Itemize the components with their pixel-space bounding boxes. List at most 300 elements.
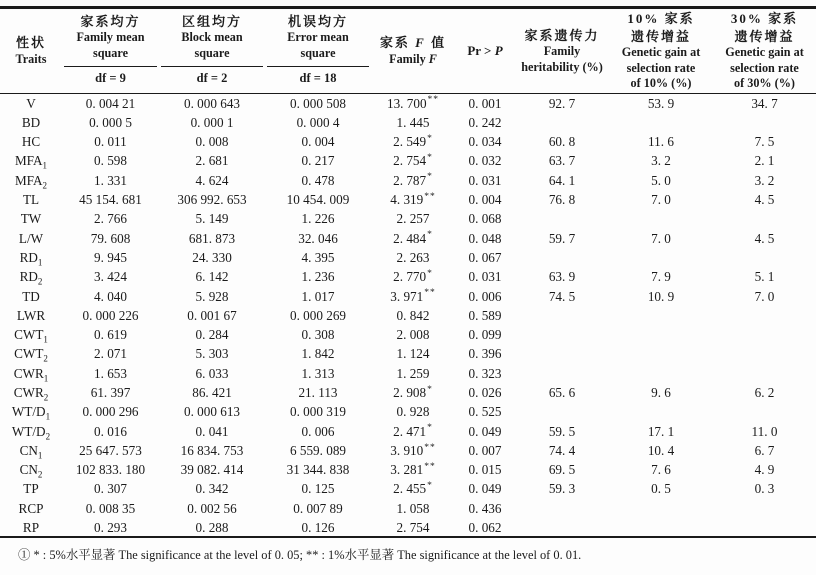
cell-family-f: 3. 910** [390, 442, 436, 458]
footnote: ① * : 5%水平显著 The significance at the level of 0. 05; ** : 1%水平显著 The significance at the level of 0. 01. [18, 548, 582, 563]
cell-pr: 0. 007 [468, 442, 502, 458]
col-header-gain-30 [713, 8, 816, 94]
table-row [0, 229, 816, 248]
significance-marker: ** [424, 191, 436, 202]
cell-error-mean-square: 0. 004 [301, 134, 335, 150]
cell-family-mean-square: 0. 008 35 [85, 500, 136, 516]
cell-pr: 0. 242 [468, 114, 502, 130]
col-header-traits [0, 8, 62, 94]
significance-marker: * [427, 172, 433, 183]
cell-block-mean-square: 0. 008 [195, 134, 229, 150]
cell-pr: 0. 049 [468, 423, 502, 439]
cell-block-mean-square: 24. 330 [192, 249, 232, 265]
trait-subscript: 2 [45, 431, 51, 442]
df-family-label: df = 9 [95, 70, 126, 85]
cell-trait: $CWR_1$ [13, 365, 49, 384]
cell-heritability: 63. 7 [548, 153, 576, 169]
cell-family-mean-square: 4. 040 [94, 288, 127, 304]
cell-gain-30 [713, 499, 816, 518]
cell-error-mean-square: 0. 000 319 [289, 404, 347, 420]
cell-family-f: 2. 257 [396, 211, 430, 227]
cell-trait: RCP [18, 500, 44, 516]
significance-marker: ** [424, 461, 436, 472]
cell-error-mean-square: 32. 046 [298, 230, 338, 246]
cell-heritability: 63. 9 [548, 269, 576, 285]
table-row [0, 171, 816, 190]
cell-heritability: 59. 5 [548, 423, 576, 439]
cell-gain-10: 17. 1 [647, 423, 675, 439]
gain10-zh2: 遗传增益 [630, 28, 691, 44]
gain10-zh1: 10% 家系 [627, 11, 695, 27]
cell-heritability: 59. 7 [548, 230, 576, 246]
cell-error-mean-square: 10 454. 009 [286, 192, 350, 208]
cell-gain-10: 3. 2 [651, 153, 671, 169]
cell-pr: 0. 049 [468, 481, 502, 497]
cell-error-mean-square: 1. 017 [301, 288, 335, 304]
cell-family-mean-square: 9. 945 [94, 249, 127, 265]
cell-gain-10: 11. 6 [648, 134, 674, 150]
block-ms-en2: square [194, 46, 230, 61]
cell-gain-30: 5. 1 [754, 269, 775, 285]
cell-family-mean-square: 0. 598 [94, 153, 127, 169]
cell-pr: 0. 026 [468, 385, 502, 400]
cell-family-mean-square: 1. 331 [94, 172, 127, 188]
cell-gain-30: 4. 5 [754, 192, 775, 208]
cell-family-f: 1. 259 [396, 365, 430, 381]
cell-gain-10: 7. 9 [651, 269, 671, 285]
heritability-en2: heritability (%) [521, 59, 603, 74]
df-error [265, 66, 371, 94]
gain30-zh1: 30% 家系 [730, 11, 799, 27]
table-row [0, 402, 816, 421]
trait-subscript: 1 [43, 373, 49, 384]
cell-family-mean-square: 0. 011 [94, 134, 127, 150]
cell-family-f: 1. 124 [396, 346, 430, 362]
cell-error-mean-square: 0. 126 [301, 519, 335, 535]
significance-marker: * [427, 268, 433, 279]
col-header-block-mean-square [159, 8, 265, 66]
family-f-zh: 家系 F 值 [379, 35, 447, 51]
cell-trait: $MFA_1$ [14, 153, 48, 172]
gain30-en1: Genetic gain at [725, 45, 804, 60]
cell-heritability: 64. 1 [548, 172, 576, 188]
cell-heritability: 59. 3 [548, 481, 576, 497]
df-block-label: df = 2 [196, 70, 228, 85]
significance-marker: * [427, 153, 433, 164]
cell-gain-30: 2. 1 [754, 153, 775, 169]
cell-family-mean-square: 0. 000 5 [89, 114, 132, 130]
trait-subscript: 1 [37, 257, 43, 268]
cell-gain-30 [713, 209, 816, 228]
cell-block-mean-square: 0. 342 [195, 481, 229, 497]
cell-trait: $CWT_2$ [14, 346, 48, 365]
significance-marker: ** [424, 442, 436, 453]
cell-pr: 0. 525 [468, 404, 502, 420]
cell-error-mean-square: 0. 478 [301, 172, 335, 188]
cell-block-mean-square: 0. 001 67 [187, 307, 237, 323]
significance-marker: ** [424, 288, 436, 299]
table-row [0, 306, 816, 325]
gain30-en2: selection rate [730, 60, 799, 75]
table-row [0, 422, 816, 441]
trait-subscript: 2 [42, 180, 48, 191]
cell-family-f: 2. 770* [393, 268, 433, 285]
significance-marker: * [427, 230, 433, 241]
cell-family-mean-square: 61. 397 [90, 385, 131, 400]
table-row [0, 499, 816, 518]
table-row [0, 248, 816, 267]
pr-label: Pr > P [467, 42, 503, 58]
cell-pr: 0. 323 [468, 365, 502, 381]
cell-heritability: 76. 8 [548, 192, 576, 208]
cell-block-mean-square: 0. 288 [195, 519, 229, 535]
cell-gain-30 [713, 402, 816, 421]
cell-trait: RP [22, 519, 40, 535]
cell-family-mean-square: 0. 016 [94, 423, 127, 439]
table-row [0, 441, 816, 460]
significance-marker: * [427, 423, 433, 434]
cell-gain-10 [609, 364, 713, 383]
cell-block-mean-square: 5. 928 [195, 288, 229, 304]
cell-gain-30 [713, 113, 816, 132]
cell-trait: HC [21, 134, 41, 150]
cell-trait: $WT/D_2$ [11, 423, 51, 442]
cell-block-mean-square: 0. 000 613 [183, 404, 241, 420]
cell-family-f: 2. 471* [393, 423, 433, 439]
trait-subscript: 2 [43, 392, 49, 403]
table-row [0, 479, 816, 498]
traits-label-en: Traits [15, 51, 47, 66]
table-row [0, 325, 816, 344]
cell-heritability [515, 209, 609, 228]
cell-family-f: 1. 058 [396, 500, 430, 516]
cell-gain-30: 11. 0 [751, 423, 778, 439]
cell-gain-30: 7. 5 [754, 134, 775, 150]
df-block [159, 66, 265, 94]
cell-heritability [515, 248, 609, 267]
cell-gain-10: 5. 0 [651, 172, 671, 188]
cell-gain-30: 4. 5 [754, 230, 775, 246]
cell-pr: 0. 067 [468, 249, 502, 265]
table-row [0, 267, 816, 286]
cell-family-f: 2. 787* [393, 172, 433, 188]
cell-trait: $CN_2$ [19, 462, 43, 480]
cell-gain-10 [609, 113, 713, 132]
cell-trait: V [26, 95, 36, 111]
cell-gain-30 [713, 518, 816, 537]
table-row [0, 344, 816, 363]
cell-family-mean-square: 3. 424 [94, 269, 127, 285]
trait-subscript: 2 [37, 469, 43, 480]
table-row [0, 286, 816, 305]
cell-trait: LWR [16, 307, 46, 323]
cell-family-mean-square: 0. 000 226 [82, 307, 139, 323]
cell-error-mean-square: 4. 395 [301, 249, 335, 265]
cell-family-mean-square: 102 833. 180 [75, 462, 146, 478]
table-row [0, 364, 816, 383]
gain30-en3: of 30% (%) [734, 76, 795, 91]
cell-gain-10: 7. 6 [651, 462, 671, 478]
cell-trait: TD [22, 288, 40, 304]
cell-pr: 0. 032 [468, 153, 502, 169]
cell-trait: TW [20, 211, 42, 227]
cell-heritability [515, 306, 609, 325]
cell-pr: 0. 034 [468, 134, 502, 150]
cell-error-mean-square: 1. 236 [301, 269, 335, 285]
cell-gain-10 [609, 325, 713, 344]
cell-block-mean-square: 0. 000 1 [190, 114, 234, 130]
gain10-en2: selection rate [626, 60, 696, 75]
cell-block-mean-square: 0. 041 [195, 423, 229, 439]
cell-family-mean-square: 0. 293 [94, 519, 127, 535]
cell-gain-10: 7. 0 [651, 192, 671, 208]
cell-trait: L/W [18, 230, 44, 246]
cell-pr: 0. 015 [468, 462, 502, 478]
cell-family-mean-square: 2. 766 [94, 211, 127, 227]
cell-pr: 0. 006 [468, 288, 502, 304]
cell-heritability [515, 113, 609, 132]
cell-block-mean-square: 0. 002 56 [187, 500, 237, 516]
cell-pr: 0. 001 [468, 95, 502, 111]
cell-gain-10: 10. 9 [647, 288, 675, 304]
gain10-en1: Genetic gain at [621, 45, 701, 60]
cell-pr: 0. 436 [468, 500, 502, 516]
family-f-en: Family F [389, 51, 437, 66]
cell-heritability: 60. 8 [548, 134, 576, 150]
anova-heritability-table [0, 6, 816, 538]
significance-marker: * [427, 481, 433, 492]
cell-pr: 0. 062 [468, 519, 502, 535]
heritability-en1: Family [543, 44, 581, 59]
cell-family-mean-square: 1. 653 [94, 365, 127, 381]
table-row [0, 383, 816, 402]
error-ms-en1: Error mean [287, 30, 349, 45]
cell-heritability: 74. 4 [548, 442, 576, 458]
cell-block-mean-square: 306 992. 653 [177, 192, 247, 208]
cell-pr: 0. 048 [468, 230, 502, 246]
cell-gain-10: 53. 9 [647, 95, 675, 111]
cell-family-f: 2. 754* [393, 153, 433, 169]
table-row [0, 113, 816, 132]
cell-block-mean-square: 0. 000 643 [183, 95, 241, 111]
cell-error-mean-square: 0. 006 [301, 423, 335, 439]
cell-family-f: 2. 908* [393, 384, 433, 400]
cell-error-mean-square: 0. 308 [301, 327, 335, 343]
cell-heritability [515, 344, 609, 363]
cell-family-mean-square: 0. 000 296 [82, 404, 139, 420]
block-ms-zh: 区组均方 [181, 13, 242, 29]
cell-pr: 0. 031 [468, 172, 502, 188]
cell-block-mean-square: 6. 142 [195, 269, 229, 285]
cell-heritability: 92. 7 [548, 95, 576, 111]
cell-gain-30 [713, 306, 816, 325]
cell-gain-10 [609, 344, 713, 363]
cell-heritability: 65. 6 [548, 385, 576, 400]
cell-block-mean-square: 681. 873 [188, 230, 236, 246]
trait-subscript: 1 [43, 334, 48, 345]
cell-gain-30: 7. 0 [754, 288, 775, 304]
cell-family-mean-square: 0. 619 [94, 327, 127, 343]
cell-gain-10: 9. 6 [651, 385, 671, 400]
cell-error-mean-square: 1. 226 [301, 211, 335, 227]
cell-family-mean-square: 0. 004 21 [85, 95, 136, 111]
table-row [0, 460, 816, 479]
table-row [0, 94, 816, 113]
cell-gain-30 [713, 344, 816, 363]
cell-error-mean-square: 0. 217 [301, 153, 335, 169]
cell-gain-30: 6. 2 [754, 385, 775, 400]
cell-family-f: 2. 549* [393, 133, 433, 150]
cell-trait: $MFA_2$ [14, 172, 48, 191]
cell-error-mean-square: 0. 000 269 [289, 307, 347, 323]
cell-family-f: 13. 700** [386, 95, 440, 111]
cell-heritability [515, 364, 609, 383]
cell-gain-30 [713, 364, 816, 383]
cell-pr: 0. 068 [468, 211, 502, 227]
cell-family-f: 0. 928 [396, 404, 430, 420]
cell-family-f: 2. 455* [393, 481, 433, 497]
cell-error-mean-square: 6 559. 089 [289, 442, 347, 458]
cell-family-mean-square: 79. 608 [90, 230, 131, 246]
cell-family-f: 2. 484* [393, 230, 433, 246]
cell-gain-10 [609, 209, 713, 228]
traits-label-zh: 性状 [15, 35, 46, 51]
cell-gain-30: 0. 3 [754, 481, 775, 497]
family-ms-en1: Family mean [76, 30, 145, 45]
cell-trait: $CWT_1$ [14, 327, 48, 345]
cell-error-mean-square: 0. 125 [301, 481, 335, 497]
cell-error-mean-square: 0. 000 4 [296, 114, 340, 130]
heritability-zh: 家系遗传力 [524, 27, 600, 43]
cell-block-mean-square: 39 082. 414 [180, 462, 244, 478]
trait-subscript: 2 [43, 354, 48, 365]
cell-heritability [515, 499, 609, 518]
cell-heritability: 69. 5 [548, 462, 576, 478]
df-error-label: df = 18 [299, 70, 337, 85]
cell-pr: 0. 396 [468, 346, 502, 362]
cell-error-mean-square: 1. 842 [301, 346, 335, 362]
col-header-family-mean-square [62, 8, 159, 66]
cell-family-f: 3. 971** [390, 288, 436, 304]
cell-family-mean-square: 25 647. 573 [79, 442, 142, 458]
cell-heritability: 74. 5 [548, 288, 576, 304]
cell-gain-10 [609, 306, 713, 325]
gain30-zh2: 遗传增益 [734, 28, 795, 44]
cell-trait: TP [23, 481, 39, 497]
cell-block-mean-square: 5. 149 [195, 211, 229, 227]
cell-gain-30: 34. 7 [751, 95, 778, 111]
gain10-en3: of 10% (%) [630, 76, 692, 91]
significance-marker: * [427, 133, 433, 144]
cell-error-mean-square: 21. 113 [298, 385, 338, 400]
cell-heritability [515, 402, 609, 421]
col-header-pr [455, 8, 515, 94]
cell-trait: $WT/D_1$ [11, 404, 51, 422]
cell-block-mean-square: 86. 421 [192, 385, 232, 400]
table-row [0, 518, 816, 537]
cell-pr: 0. 589 [468, 307, 502, 323]
cell-family-f: 4. 319** [390, 191, 436, 208]
cell-family-mean-square: 45 154. 681 [79, 192, 142, 208]
table-header [0, 8, 816, 94]
cell-trait: TL [22, 192, 40, 208]
cell-family-f: 1. 445 [396, 114, 430, 130]
cell-block-mean-square: 2. 681 [195, 153, 229, 169]
cell-family-f: 2. 008 [396, 327, 430, 343]
cell-gain-10 [609, 248, 713, 267]
cell-family-f: 3. 281** [390, 461, 436, 478]
cell-error-mean-square: 0. 007 89 [293, 500, 343, 516]
trait-subscript: 2 [37, 276, 43, 287]
cell-heritability [515, 518, 609, 537]
cell-gain-10: 7. 0 [651, 230, 671, 246]
cell-trait: $RD_2$ [19, 269, 43, 287]
cell-gain-10 [609, 499, 713, 518]
family-ms-en2: square [93, 46, 128, 61]
family-ms-zh: 家系均方 [80, 13, 141, 29]
trait-subscript: 1 [37, 450, 43, 461]
header-row-main [0, 8, 816, 66]
cell-gain-10: 10. 4 [647, 442, 675, 458]
cell-trait: $CWR_2$ [13, 385, 49, 403]
df-family [62, 66, 159, 94]
significance-marker: ** [427, 95, 440, 106]
cell-family-f: 0. 842 [396, 307, 430, 323]
table-row [0, 151, 816, 170]
block-ms-en1: Block mean [181, 30, 243, 45]
cell-family-f: 2. 263 [396, 249, 430, 265]
cell-gain-30: 3. 2 [754, 172, 775, 188]
cell-gain-10: 0. 5 [651, 481, 671, 497]
cell-pr: 0. 004 [468, 192, 502, 208]
cell-gain-10 [609, 518, 713, 537]
cell-trait: BD [21, 114, 41, 130]
cell-gain-30: 6. 7 [754, 442, 775, 458]
table-row [0, 132, 816, 151]
cell-heritability [515, 325, 609, 344]
trait-subscript: 1 [45, 411, 51, 422]
cell-pr: 0. 031 [468, 269, 502, 285]
cell-error-mean-square: 1. 313 [301, 365, 335, 381]
cell-gain-10 [609, 402, 713, 421]
cell-error-mean-square: 31 344. 838 [286, 462, 350, 478]
cell-gain-30 [713, 325, 816, 344]
trait-subscript: 1 [42, 161, 48, 172]
cell-error-mean-square: 0. 000 508 [289, 95, 347, 111]
cell-gain-30: 4. 9 [754, 462, 775, 478]
cell-block-mean-square: 16 834. 753 [180, 442, 244, 458]
cell-block-mean-square: 0. 284 [195, 327, 229, 343]
cell-family-mean-square: 2. 071 [94, 346, 127, 362]
cell-block-mean-square: 6. 033 [195, 365, 229, 381]
cell-family-f: 2. 754 [396, 519, 430, 535]
col-header-family-f [371, 8, 455, 94]
col-header-error-mean-square [265, 8, 371, 66]
significance-marker: * [427, 384, 433, 395]
table-row [0, 209, 816, 228]
table-row [0, 190, 816, 209]
error-ms-zh: 机误均方 [287, 13, 348, 29]
error-ms-en2: square [300, 46, 336, 61]
cell-pr: 0. 099 [468, 327, 502, 343]
cell-gain-30 [713, 248, 816, 267]
cell-family-mean-square: 0. 307 [94, 481, 127, 497]
cell-trait: $RD_1$ [19, 249, 43, 268]
cell-block-mean-square: 4. 624 [195, 172, 229, 188]
table-body [0, 94, 816, 538]
cell-block-mean-square: 5. 303 [195, 346, 229, 362]
col-header-gain-10 [609, 8, 713, 94]
